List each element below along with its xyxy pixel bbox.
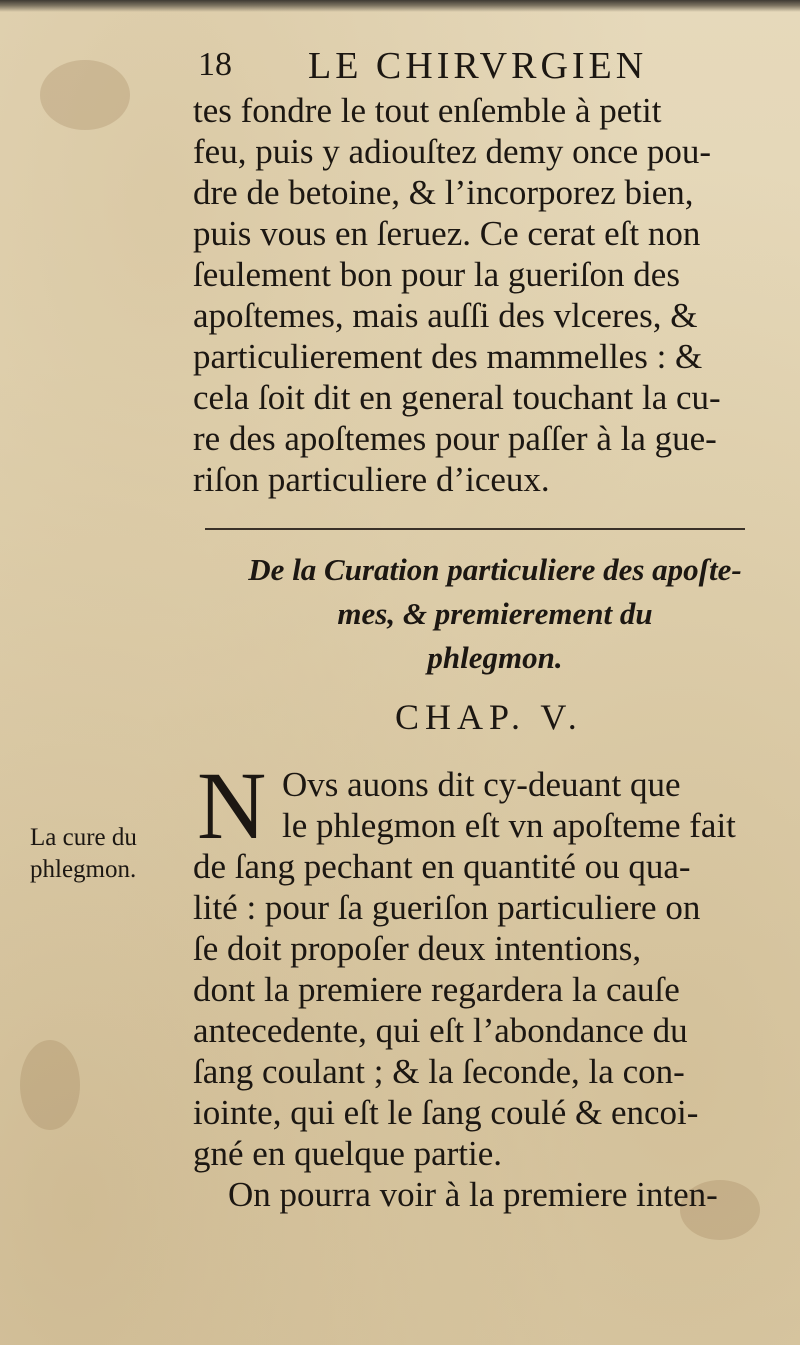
page-top-edge	[0, 0, 800, 12]
text-line: iointe, qui eſt le ſang coulé & encoi-	[193, 1093, 699, 1132]
paper-stain	[40, 60, 130, 130]
text-line: tes fondre le tout enſemble à petit	[193, 91, 662, 130]
running-head: LE CHIRVRGIEN	[308, 45, 648, 87]
text-line: re des apoſtemes pour paſſer à la gue-	[193, 419, 717, 458]
chapter-heading: CHAP. V.	[395, 697, 583, 737]
section-title-line: mes, & premierement du	[337, 596, 653, 631]
section-divider	[205, 528, 745, 530]
margin-note-line: phlegmon.	[30, 856, 137, 883]
text-line: Ovs auons dit cy-deuant que	[282, 765, 681, 804]
text-line: le phlegmon eſt vn apoſteme fait	[282, 806, 736, 845]
margin-note	[30, 822, 200, 886]
text-line: On pourra voir à la premiere inten-	[193, 1175, 718, 1214]
page-header	[198, 40, 698, 92]
text-line: dont la premiere regardera la cauſe	[193, 970, 680, 1009]
text-line: puis vous en ſeruez. Ce cerat eſt non	[193, 214, 701, 253]
paper-stain	[20, 1040, 80, 1130]
page-number: 18	[198, 46, 232, 83]
drop-cap: N	[197, 752, 267, 859]
section-title-line: phlegmon.	[427, 640, 563, 675]
text-line: dre de betoine, & l’incorporez bien,	[193, 173, 694, 212]
paragraph-body	[193, 846, 778, 1215]
text-line: cela ſoit dit en general touchant la cu-	[193, 378, 721, 417]
text-line: ſe doit propoſer deux intentions,	[193, 929, 642, 968]
paragraph-opening	[282, 764, 782, 846]
section-title	[215, 548, 775, 680]
section-title-line: De la Curation particuliere des apoſte-	[248, 552, 742, 587]
text-line: lité : pour ſa gueriſon particuliere on	[193, 888, 701, 927]
paragraph-continuation	[193, 90, 778, 500]
text-line: de ſang pechant en quantité ou qua-	[193, 847, 691, 886]
text-line: ſeulement bon pour la gueriſon des	[193, 255, 680, 294]
text-line: antecedente, qui eſt l’abondance du	[193, 1011, 688, 1050]
text-line: gné en quelque partie.	[193, 1134, 503, 1173]
text-line: feu, puis y adiouſtez demy once pou-	[193, 132, 712, 171]
margin-note-line: La cure du	[30, 824, 137, 851]
text-line: riſon particuliere d’iceux.	[193, 460, 550, 499]
text-line: ſang coulant ; & la ſeconde, la con-	[193, 1052, 685, 1091]
text-line: apoſtemes, mais auſſi des vlceres, &	[193, 296, 698, 335]
text-line: particulierement des mammelles : &	[193, 337, 703, 376]
